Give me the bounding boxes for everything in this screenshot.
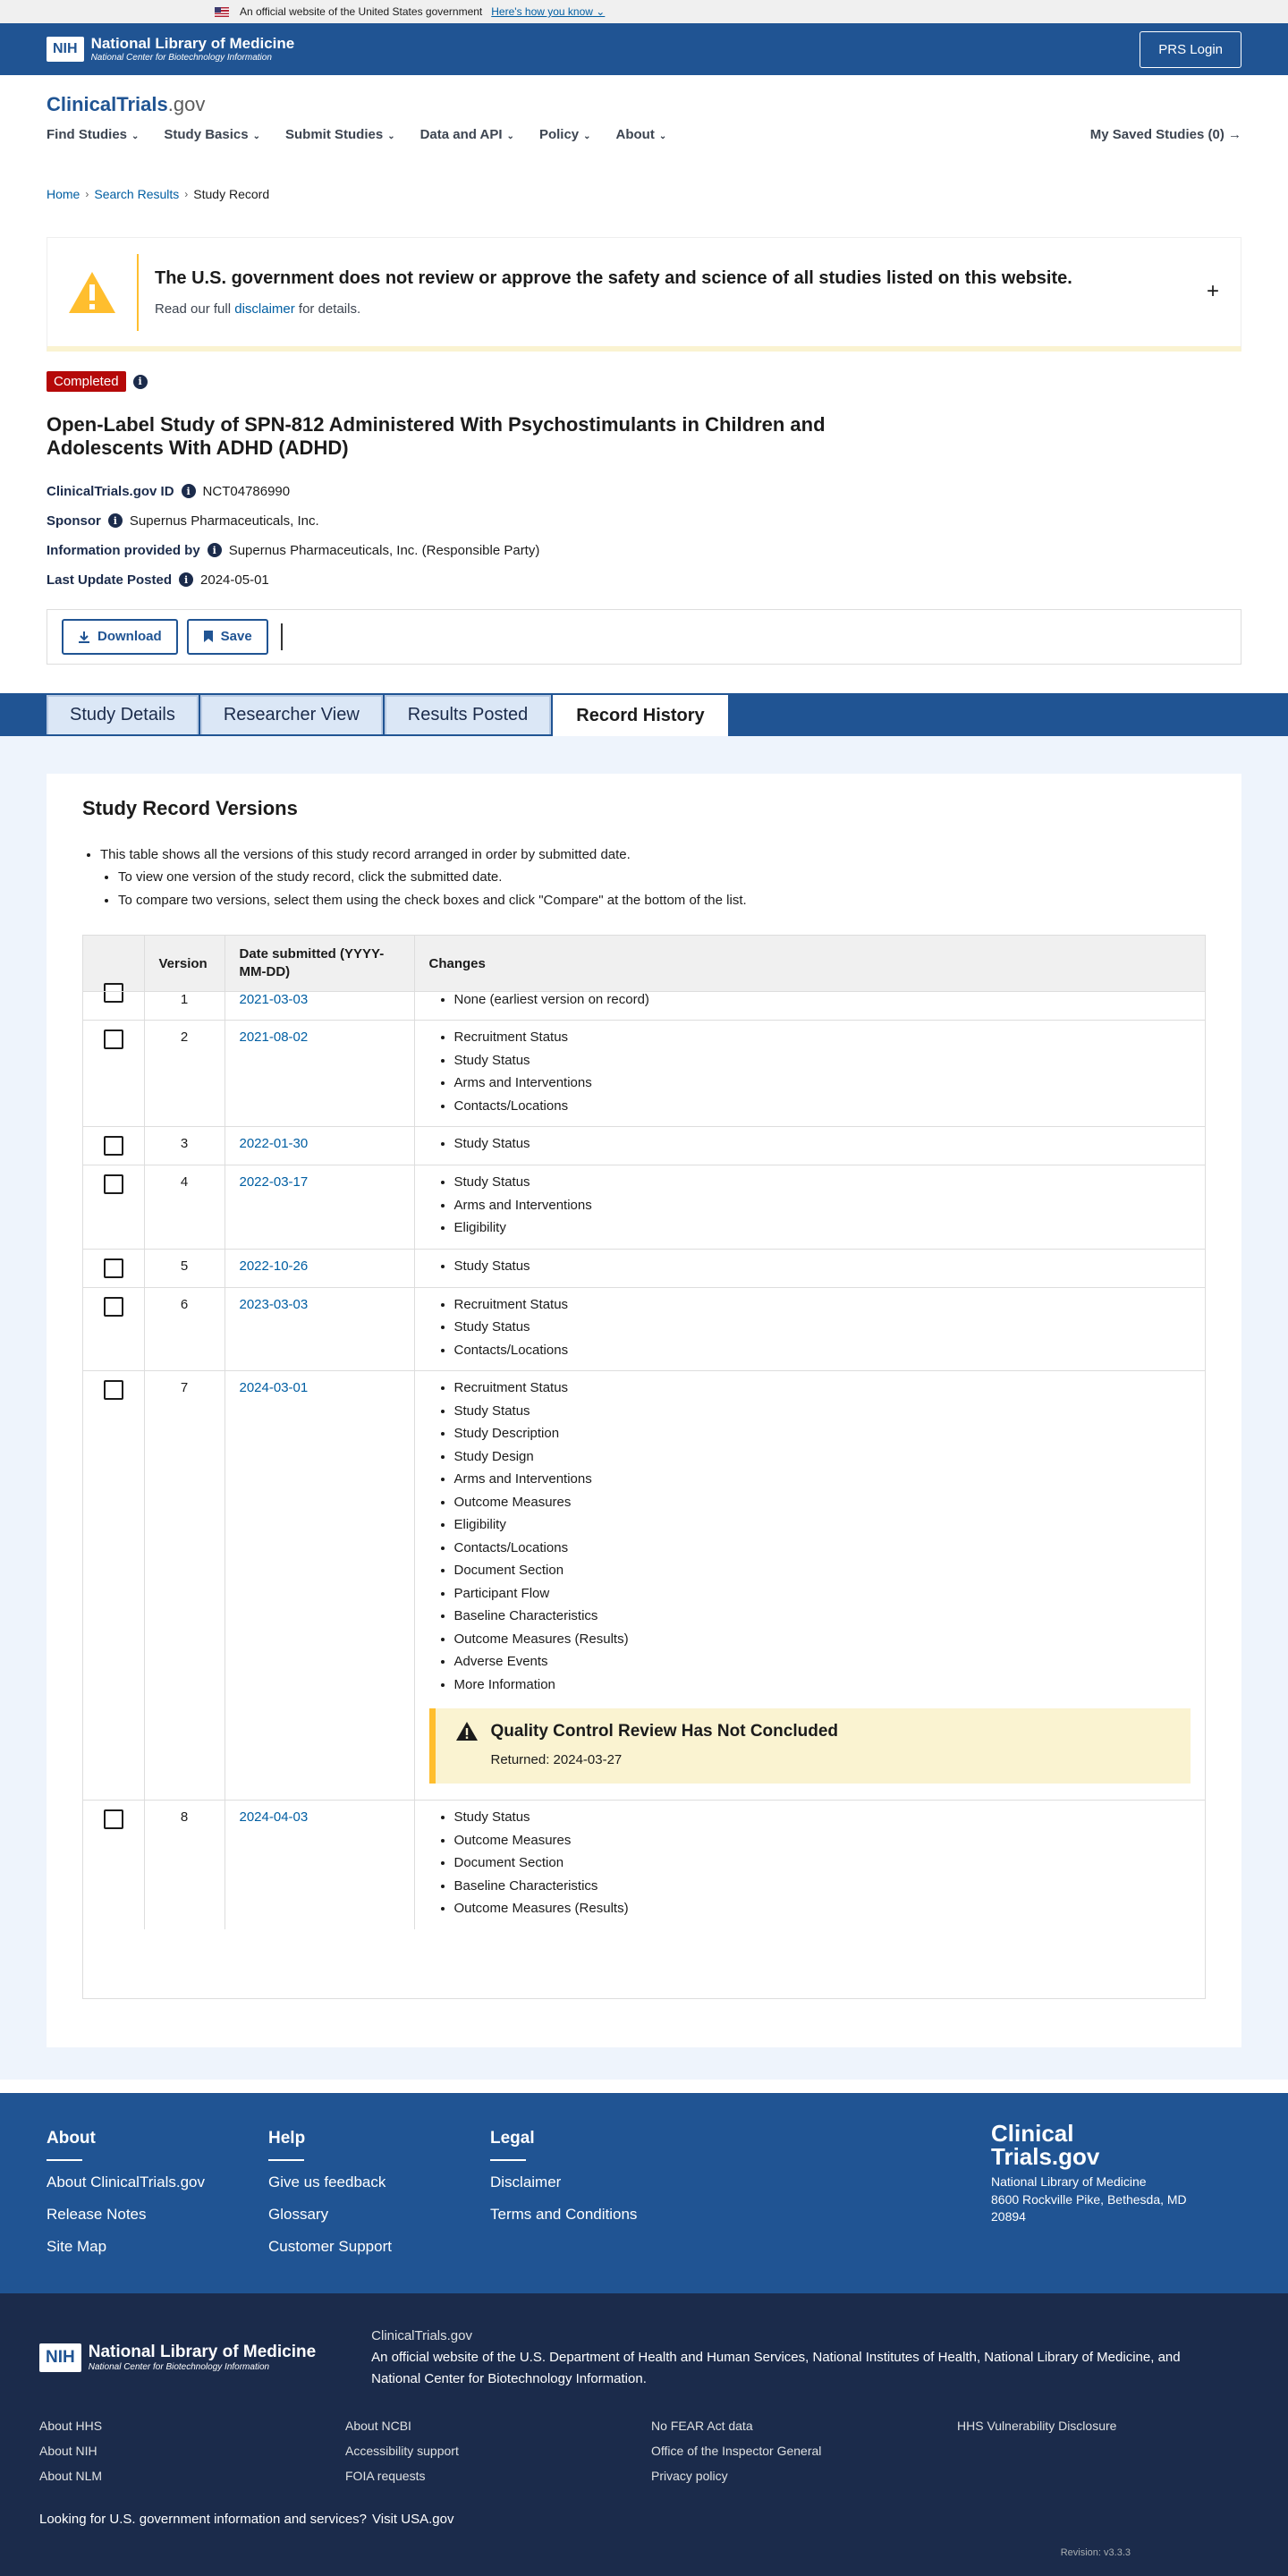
nct-id-label: ClinicalTrials.gov ID xyxy=(47,483,174,499)
version-date-link[interactable]: 2022-01-30 xyxy=(239,1136,309,1152)
tabs-bar xyxy=(0,693,1288,736)
main-nav xyxy=(47,127,1241,142)
site-footer xyxy=(0,2093,1288,2293)
sf-link[interactable]: About NIH xyxy=(39,2444,97,2458)
change-item: • Recruitment Status xyxy=(454,1026,1191,1049)
last-update-label: Last Update Posted xyxy=(47,572,173,588)
col-date: Date submitted (YYYY-MM-DD) xyxy=(225,936,414,991)
version-date-link[interactable]: 2021-08-02 xyxy=(239,1030,309,1046)
compare-checkbox[interactable] xyxy=(104,1136,123,1156)
table-row xyxy=(83,1801,1205,1929)
versions-note: • To view one version of the study record, click the submitted date. xyxy=(118,866,1206,889)
sponsor-value: Supernus Pharmaceuticals, Inc. xyxy=(129,513,319,529)
compare-checkbox[interactable] xyxy=(104,1258,123,1278)
table-row xyxy=(83,1127,1205,1165)
chevron-down-icon: ⌄ xyxy=(252,131,260,141)
usa-gov-row: Looking for U.S. government information and services? Visit USA.gov xyxy=(39,2512,454,2527)
status-badge: Completed xyxy=(47,371,126,392)
save-button[interactable]: Save xyxy=(187,619,268,655)
disclaimer-text: Read our full disclaimer for details. xyxy=(155,301,361,317)
change-item: • Eligibility xyxy=(454,1216,1191,1240)
change-item: • Outcome Measures (Results) xyxy=(454,1628,1191,1651)
version-number: 6 xyxy=(144,1287,225,1371)
chevron-down-icon: ⌄ xyxy=(131,131,140,141)
nav-policy[interactable]: Policy ⌄ xyxy=(538,127,591,142)
arrow-right-icon: → xyxy=(1228,127,1241,142)
compare-checkbox[interactable] xyxy=(104,1174,123,1194)
last-update-value: 2024-05-01 xyxy=(200,572,269,588)
change-item: • Eligibility xyxy=(454,1513,1191,1537)
change-item: • Arms and Interventions xyxy=(454,1194,1191,1217)
sf-link[interactable]: FOIA requests xyxy=(345,2469,426,2483)
info-icon[interactable]: i xyxy=(108,513,123,528)
download-button[interactable]: Download xyxy=(62,619,178,655)
version-date-link[interactable]: 2024-03-01 xyxy=(239,1380,309,1396)
compare-checkbox[interactable] xyxy=(104,983,123,1003)
compare-checkbox[interactable] xyxy=(104,1030,123,1049)
change-item: • Study Status xyxy=(454,1171,1191,1194)
footer-about-heading: About xyxy=(47,2129,96,2148)
qc-review-alert xyxy=(429,1708,1191,1784)
study-title: Open-Label Study of SPN-812 Administered With Psychostimulants in Children and Adolescents With ADHD (ADHD) xyxy=(47,413,826,460)
version-number: 5 xyxy=(144,1249,225,1287)
info-icon[interactable]: i xyxy=(182,484,196,498)
compare-checkbox[interactable] xyxy=(104,1297,123,1317)
change-item: • Outcome Measures xyxy=(454,1829,1191,1852)
change-item: • Study Description xyxy=(454,1422,1191,1445)
change-item: • Contacts/Locations xyxy=(454,1537,1191,1560)
tab-record-history[interactable]: Record History xyxy=(553,695,727,736)
bookmark-icon xyxy=(203,630,214,643)
sf-link[interactable]: Office of the Inspector General xyxy=(651,2444,822,2458)
disclaimer-title: The U.S. government does not review or approve the safety and science of all studies listed on this website. xyxy=(155,267,1072,288)
change-item: • Study Status xyxy=(454,1255,1191,1278)
chevron-down-icon: ⌄ xyxy=(658,131,667,141)
table-row xyxy=(83,1287,1205,1371)
version-number: 4 xyxy=(144,1165,225,1250)
versions-note: • This table shows all the versions of this study record arranged in order by submitted date. xyxy=(100,843,1206,867)
nav-study-basics[interactable]: Study Basics ⌄ xyxy=(164,127,260,142)
version-date-link[interactable]: 2022-03-17 xyxy=(239,1174,309,1191)
table-row xyxy=(83,991,1205,1021)
versions-note: • To compare two versions, select them using the check boxes and click "Compare" at the bottom of the list. xyxy=(118,889,1206,912)
prs-login-button[interactable]: PRS Login xyxy=(1140,31,1241,68)
nih-title: National Library of Medicine xyxy=(90,35,295,52)
disclaimer-alert xyxy=(47,237,1241,352)
footer-link[interactable]: Release Notes xyxy=(47,2206,147,2223)
hhs-link[interactable]: U.S. Department of Health and Human Services xyxy=(519,2350,806,2365)
nlm-link[interactable]: National Library of Medicine xyxy=(984,2350,1151,2365)
footer-link[interactable]: Terms and Conditions xyxy=(490,2206,638,2223)
col-version: Version xyxy=(144,936,225,991)
footer-legal-heading: Legal xyxy=(490,2129,535,2148)
versions-table xyxy=(82,935,1206,1999)
version-number: 7 xyxy=(144,1371,225,1801)
revision-text: Revision: v3.3.3 xyxy=(1060,2547,1131,2558)
info-icon[interactable]: i xyxy=(133,375,148,389)
change-item: • Recruitment Status xyxy=(454,1377,1191,1400)
footer-link[interactable]: Disclaimer xyxy=(490,2174,562,2190)
change-item: • Study Status xyxy=(454,1049,1191,1072)
tab-researcher-view[interactable]: Researcher View xyxy=(200,695,383,734)
us-flag-icon xyxy=(215,7,229,17)
table-row xyxy=(83,1249,1205,1287)
ncbi-link[interactable]: National Center for Biotechnology Information xyxy=(371,2371,643,2386)
sf-official: An official website of the U.S. Department of Health and Human Services, National Institutes of Health, National Library of Medicine, and National Center for Biotechnology Information. xyxy=(371,2350,1181,2386)
breadcrumb-home[interactable]: Home xyxy=(47,187,80,201)
gov-banner xyxy=(0,0,1288,23)
footer-logo[interactable]: Clinical Trials.gov xyxy=(991,2120,1100,2170)
nct-id-value: NCT04786990 xyxy=(202,483,291,499)
footer-help-heading: Help xyxy=(268,2129,306,2148)
sf-link[interactable]: Accessibility support xyxy=(345,2444,459,2458)
footer-address: National Library of Medicine 8600 Rockville Pike, Bethesda, MD 20894 xyxy=(991,2174,1187,2224)
sf-link[interactable]: About NLM xyxy=(39,2469,103,2483)
version-number: 3 xyxy=(144,1127,225,1165)
version-date-link[interactable]: 2023-03-03 xyxy=(239,1296,309,1312)
expand-plus-icon[interactable]: + xyxy=(1206,279,1219,303)
versions-heading: Study Record Versions xyxy=(82,796,298,819)
change-item: • Baseline Characteristics xyxy=(454,1875,1191,1898)
col-changes: Changes xyxy=(414,936,1205,991)
info-icon[interactable]: i xyxy=(208,543,222,557)
change-item: • Document Section xyxy=(454,1559,1191,1582)
tab-study-details[interactable]: Study Details xyxy=(47,695,199,734)
change-item: • Arms and Interventions xyxy=(454,1072,1191,1095)
footer-link[interactable]: Give us feedback xyxy=(268,2174,386,2190)
chevron-down-icon: ⌄ xyxy=(506,131,514,141)
footer-link[interactable]: Site Map xyxy=(47,2238,107,2255)
disclaimer-link[interactable]: disclaimer xyxy=(234,301,295,317)
version-date-link[interactable]: 2022-10-26 xyxy=(239,1258,309,1274)
sponsor-label: Sponsor xyxy=(47,513,101,529)
compare-checkbox[interactable] xyxy=(104,1809,123,1829)
sf-link[interactable]: Privacy policy xyxy=(651,2469,728,2483)
version-date-link[interactable]: 2024-04-03 xyxy=(239,1809,309,1826)
heres-how-you-know-link[interactable]: Here's how you know ⌄ xyxy=(491,5,606,18)
change-item: • More Information xyxy=(454,1674,1191,1697)
change-item: • Outcome Measures (Results) xyxy=(454,1897,1191,1920)
change-item: • Document Section xyxy=(454,1852,1191,1875)
compare-checkbox[interactable] xyxy=(104,1380,123,1400)
chevron-down-icon: ⌄ xyxy=(583,131,591,141)
nav-find-studies[interactable]: Find Studies ⌄ xyxy=(47,127,140,142)
chevron-right-icon: › xyxy=(85,188,89,200)
change-item: • Study Status xyxy=(454,1132,1191,1156)
warning-icon xyxy=(47,270,137,315)
nih-link[interactable]: National Institutes of Health xyxy=(812,2350,977,2365)
chevron-right-icon: › xyxy=(184,188,189,200)
change-item: • Study Status xyxy=(454,1400,1191,1423)
table-row xyxy=(83,1371,1205,1801)
sf-link[interactable]: HHS Vulnerability Disclosure xyxy=(957,2419,1117,2433)
nlm-footer xyxy=(0,2293,1288,2576)
tab-results-posted[interactable]: Results Posted xyxy=(385,695,552,734)
nih-logo-mark: NIH xyxy=(47,37,84,62)
info-provided-label: Information provided by xyxy=(47,542,200,558)
nav-submit-studies[interactable]: Submit Studies ⌄ xyxy=(285,127,395,142)
change-item: • Participant Flow xyxy=(454,1582,1191,1606)
footer-link[interactable]: Glossary xyxy=(268,2206,329,2223)
nav-data-and-api[interactable]: Data and API ⌄ xyxy=(419,127,514,142)
footer-link[interactable]: About ClinicalTrials.gov xyxy=(47,2174,205,2190)
nih-subtitle: National Center for Biotechnology Information xyxy=(90,53,272,63)
table-row xyxy=(83,1021,1205,1127)
change-item: • Study Status xyxy=(454,1316,1191,1339)
my-saved-studies-link[interactable]: My Saved Studies (0) → xyxy=(1089,127,1241,142)
info-icon[interactable]: i xyxy=(179,572,193,587)
nih-logo-mark: NIH xyxy=(39,2343,81,2372)
sf-link[interactable]: About NCBI xyxy=(345,2419,411,2433)
change-item: • Study Design xyxy=(454,1445,1191,1469)
download-icon xyxy=(78,631,90,643)
gov-banner-text: An official website of the United States government xyxy=(240,5,483,18)
footer-link[interactable]: Customer Support xyxy=(268,2238,392,2255)
version-number: 8 xyxy=(144,1801,225,1929)
action-bar xyxy=(47,609,1241,665)
change-item: • Baseline Characteristics xyxy=(454,1605,1191,1628)
change-item: • Study Status xyxy=(454,1806,1191,1829)
qc-title: Quality Control Review Has Not Concluded xyxy=(490,1721,838,1741)
change-item: • Arms and Interventions xyxy=(454,1468,1191,1491)
breadcrumb-current: Study Record xyxy=(193,187,270,201)
info-provided-value: Supernus Pharmaceuticals, Inc. (Responsible Party) xyxy=(228,542,540,558)
nih-logo[interactable] xyxy=(47,36,294,63)
change-item: • Adverse Events xyxy=(454,1650,1191,1674)
usa-gov-link[interactable]: Visit USA.gov xyxy=(372,2512,454,2527)
nav-about[interactable]: About ⌄ xyxy=(615,127,667,142)
chevron-down-icon: ⌄ xyxy=(387,131,395,141)
record-history-panel xyxy=(0,736,1288,2080)
sf-link[interactable]: No FEAR Act data xyxy=(651,2419,753,2433)
change-item: • Contacts/Locations xyxy=(454,1339,1191,1362)
change-item: • None (earliest version on record) xyxy=(454,988,1191,1012)
breadcrumb-search-results[interactable]: Search Results xyxy=(94,187,180,201)
sf-links xyxy=(39,2419,1249,2483)
nih-footer-logo[interactable]: NIH National Library of Medicine National Center for Biotechnology Information xyxy=(39,2326,316,2390)
study-meta xyxy=(47,484,1241,588)
table-row xyxy=(83,1165,1205,1250)
change-item: • Contacts/Locations xyxy=(454,1095,1191,1118)
version-number: 1 xyxy=(144,991,225,1021)
sf-link[interactable]: About HHS xyxy=(39,2419,103,2433)
sf-site: ClinicalTrials.gov xyxy=(371,2328,472,2343)
qc-returned: Returned: 2024-03-27 xyxy=(490,1752,623,1768)
version-number: 2 xyxy=(144,1021,225,1127)
change-item: • Recruitment Status xyxy=(454,1293,1191,1317)
version-date-link[interactable]: 2021-03-03 xyxy=(239,991,309,1007)
nih-header xyxy=(0,23,1288,75)
change-item: • Outcome Measures xyxy=(454,1491,1191,1514)
breadcrumb xyxy=(47,187,1241,201)
site-logo[interactable]: ClinicalTrials.gov xyxy=(47,93,206,115)
warning-icon xyxy=(455,1721,479,1741)
